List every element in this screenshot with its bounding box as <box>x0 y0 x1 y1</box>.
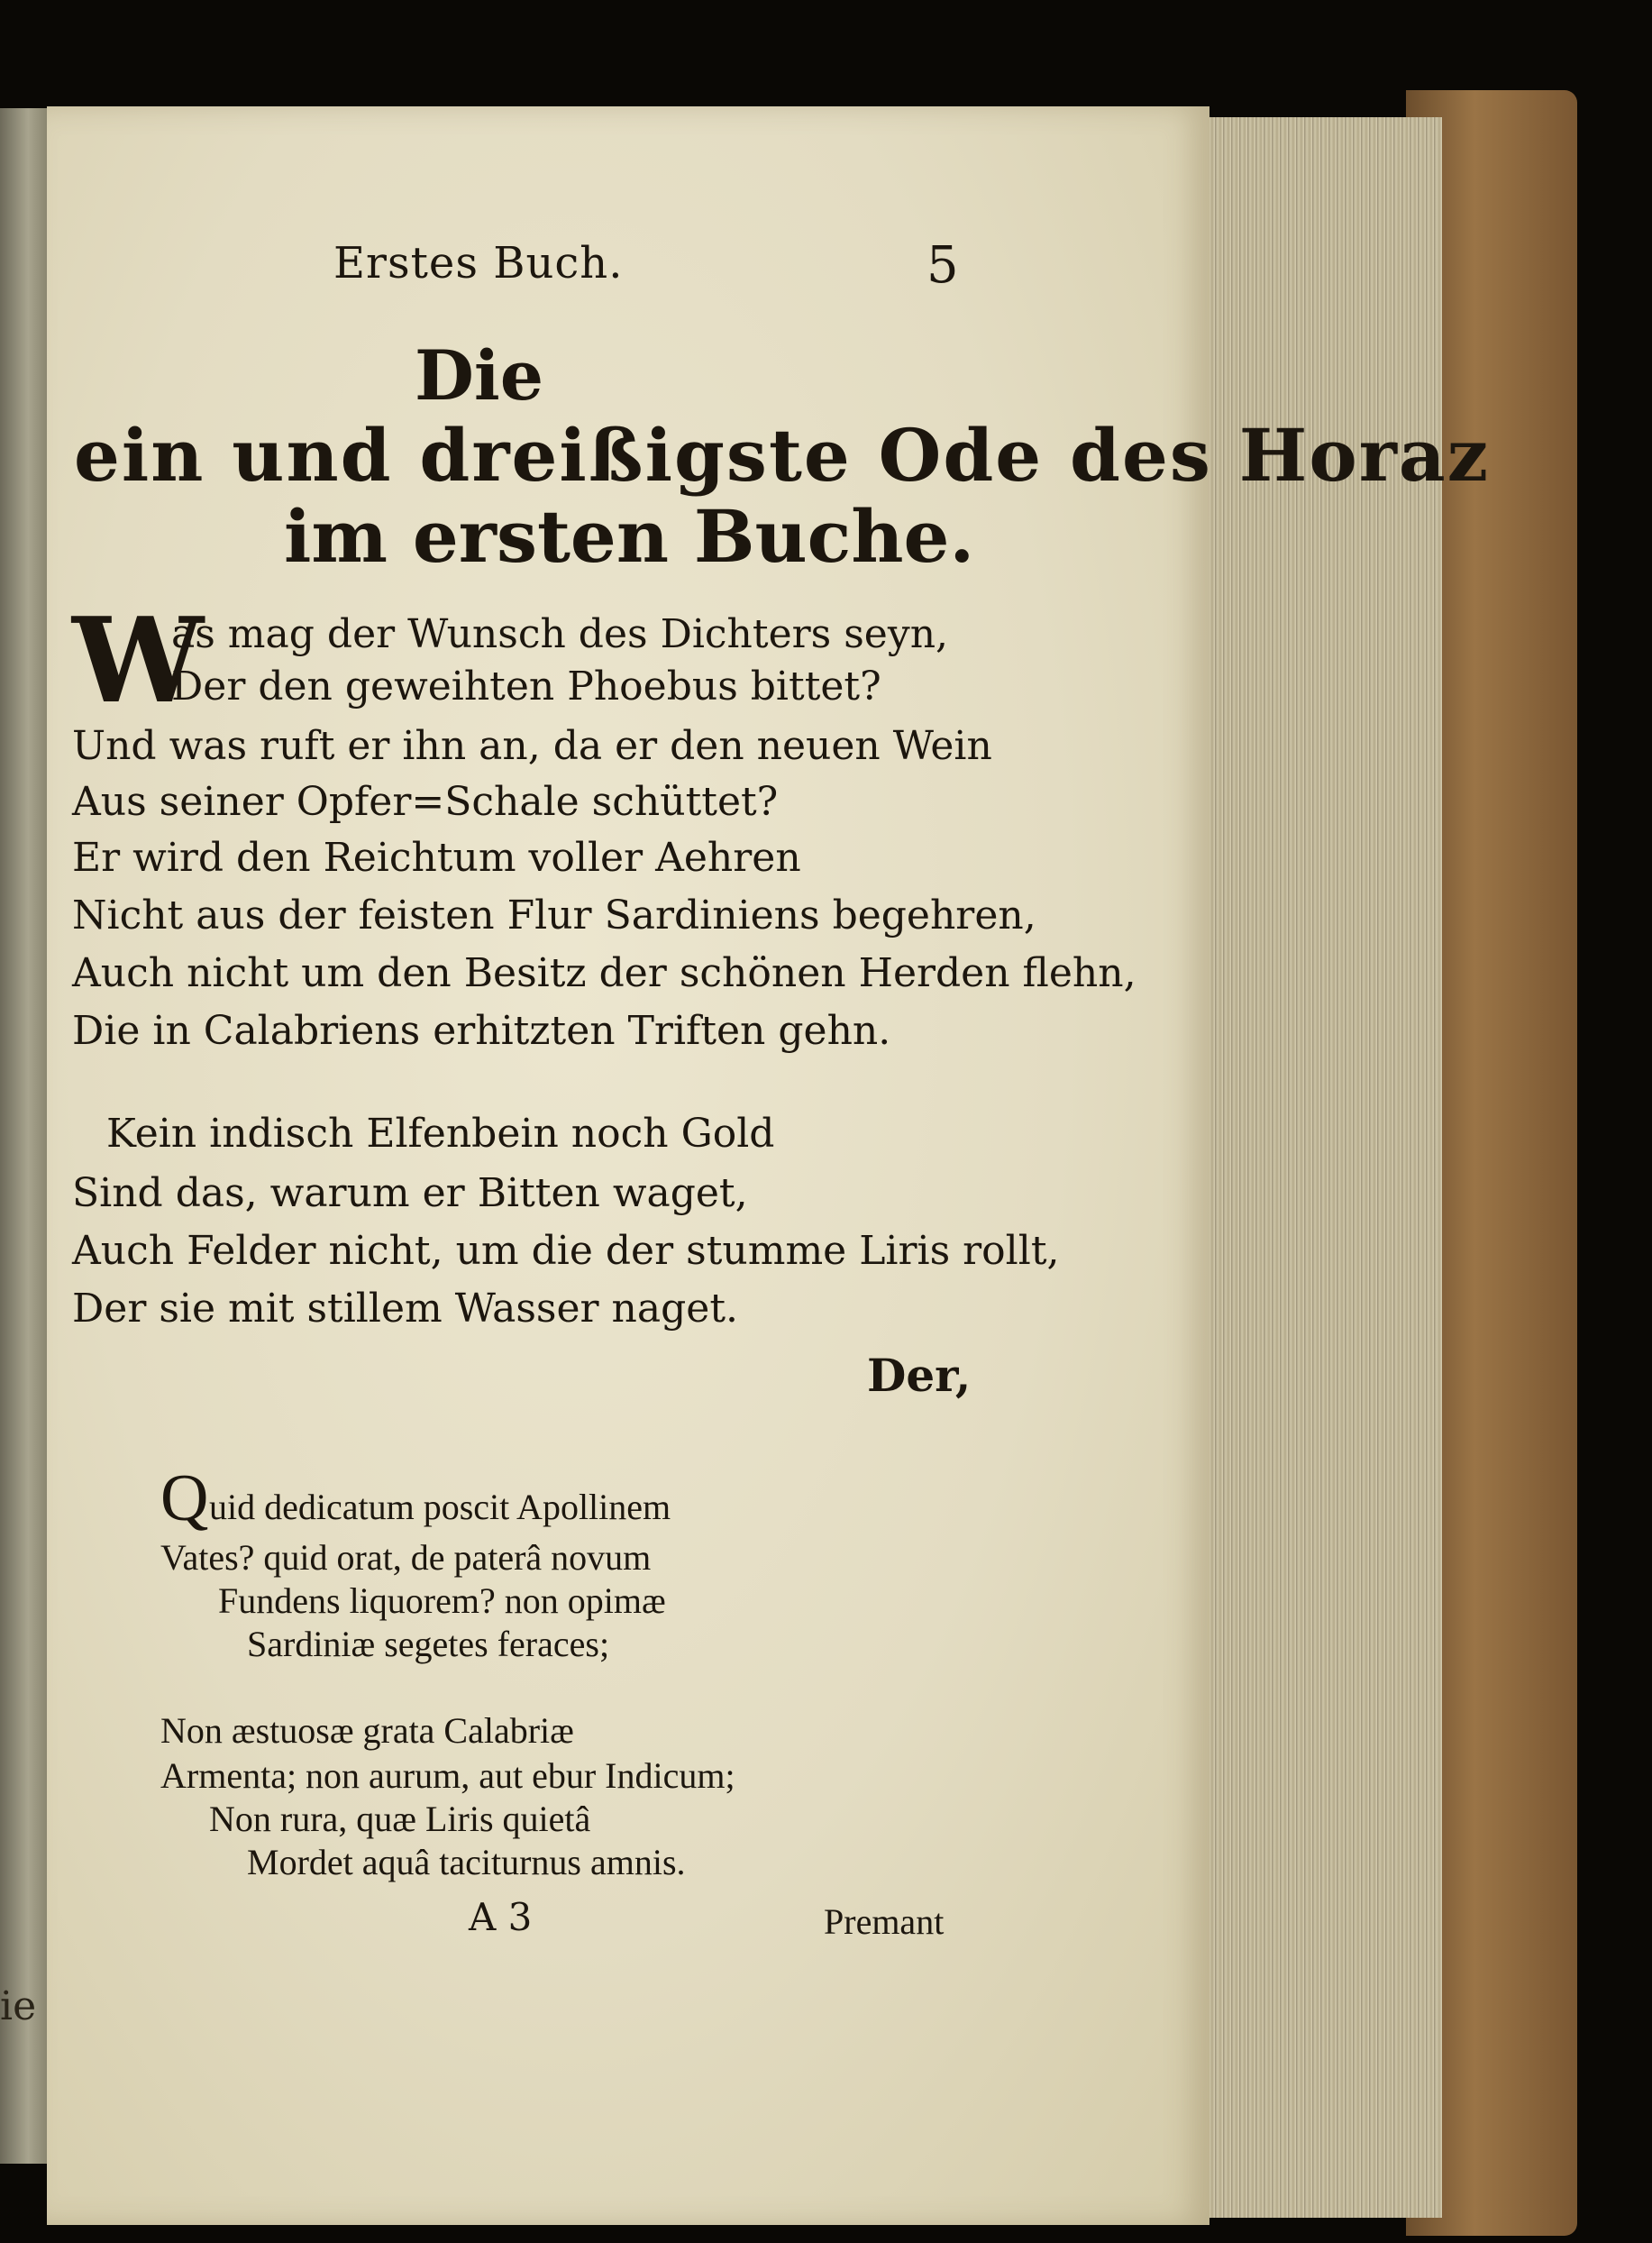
german-line: Auch nicht um den Besitz der schönen Herden flehn, <box>72 950 1136 996</box>
german-line: Die in Calabriens erhitzten Triften gehn. <box>72 1008 891 1054</box>
german-line: Nicht aus der feisten Flur Sardiniens begehren, <box>72 893 1036 938</box>
left-page-fragment: ie <box>0 1983 37 2029</box>
latin-line: Vates? quid orat, de paterâ novum <box>160 1537 652 1578</box>
german-line: Auch Felder nicht, um die der stumme Liris rollt, <box>72 1228 1060 1274</box>
latin-line: Sardiniæ segetes feraces; <box>247 1624 610 1664</box>
german-line: Sind das, warum er Bitten waget, <box>72 1170 748 1216</box>
title-line-2: ein und dreißigste Ode des Horaz <box>74 413 1491 498</box>
catchword: Der, <box>867 1349 972 1402</box>
german-line: as mag der Wunsch des Dichters seyn, <box>171 611 949 657</box>
german-line: Kein indisch Elfenbein noch Gold <box>106 1111 775 1157</box>
german-line: Der den geweihten Phoebus bittet? <box>171 664 881 710</box>
left-page-sliver <box>0 108 47 2164</box>
german-line: Er wird den Reichtum voller Aehren <box>72 835 801 881</box>
latin-initial: Q <box>160 1461 209 1535</box>
signature-mark: A 3 <box>469 1895 533 1939</box>
page-number: 5 <box>926 236 959 295</box>
german-line: Und was ruft er ihn an, da er den neuen Wein <box>72 723 992 769</box>
latin-catchword: Premant <box>824 1901 945 1942</box>
german-line: Aus seiner Opfer=Schale schüttet? <box>72 779 779 825</box>
latin-line: uid dedicatum poscit Apollinem <box>209 1487 671 1527</box>
latin-line: Armenta; non aurum, aut ebur Indicum; <box>160 1755 735 1796</box>
drop-cap: W <box>72 591 204 729</box>
title-line-1: Die <box>415 335 544 416</box>
latin-line: Fundens liquorem? non opimæ <box>218 1580 666 1621</box>
title-line-3: im ersten Buche. <box>284 494 975 579</box>
latin-line: Non æstuosæ grata Calabriæ <box>160 1710 574 1751</box>
latin-line: Non rura, quæ Liris quietâ <box>209 1799 591 1839</box>
latin-line: Mordet aquâ taciturnus amnis. <box>247 1842 686 1882</box>
german-line: Der sie mit stillem Wasser naget. <box>72 1286 738 1332</box>
running-head: Erstes Buch. <box>333 238 624 288</box>
